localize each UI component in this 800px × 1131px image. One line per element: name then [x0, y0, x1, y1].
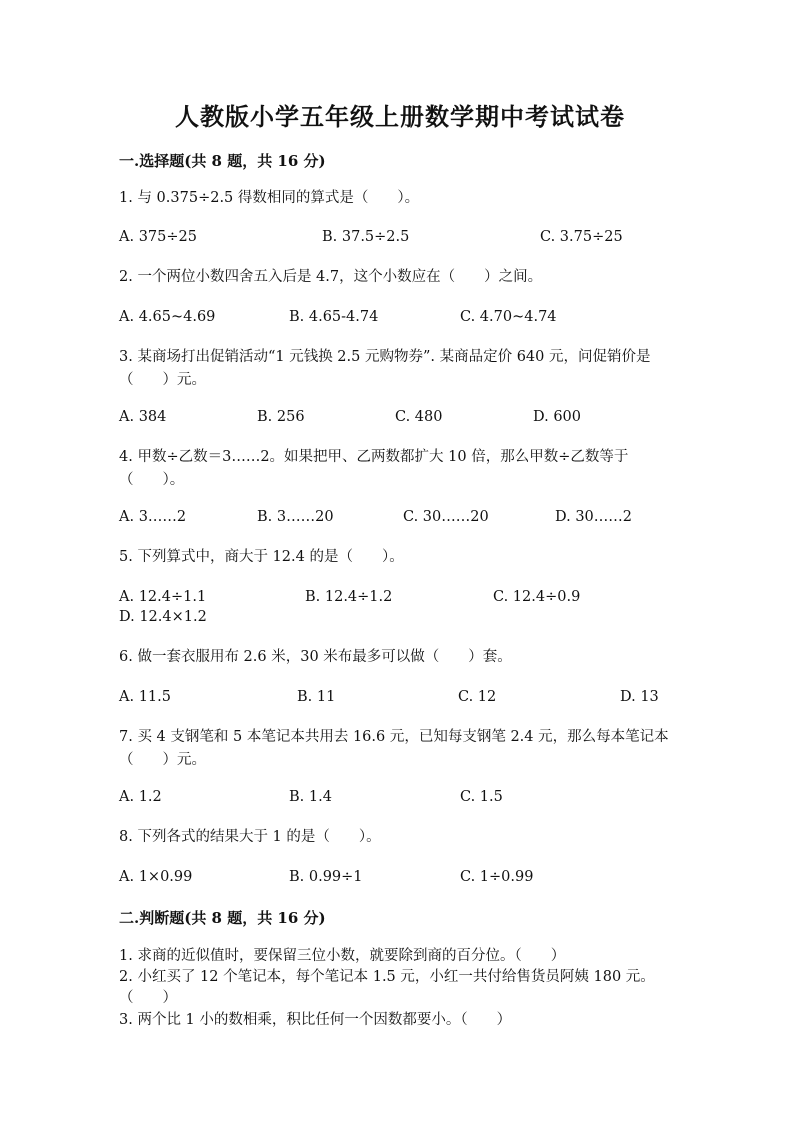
- option-5d: D. 12.4×1.2: [119, 609, 207, 625]
- question-6: 6. 做一套衣服用布 2.6 米，30 米布最多可以做（ ）套。: [119, 649, 512, 665]
- option-3b: B. 256: [257, 409, 305, 425]
- option-5a: A. 12.4÷1.1: [119, 589, 207, 605]
- option-6b: B. 11: [297, 689, 336, 705]
- question-3: 3. 某商场打出促销活动“1 元钱换 2.5 元购物券”. 某商品定价 640 元，问促销价是（ ）元。: [119, 349, 651, 388]
- option-5b: B. 12.4÷1.2: [305, 589, 393, 605]
- option-3c: C. 480: [395, 409, 443, 425]
- option-1a: A. 375÷25: [119, 229, 197, 245]
- option-1c: C. 3.75÷25: [540, 229, 623, 245]
- section-heading-judgement: 二.判断题(共 8 题，共 16 分): [119, 909, 326, 927]
- option-6d: D. 13: [620, 689, 659, 705]
- section-heading-choice: 一.选择题(共 8 题，共 16 分): [119, 152, 326, 170]
- option-7a: A. 1.2: [119, 789, 162, 805]
- option-6c: C. 12: [458, 689, 497, 705]
- question-2: 2. 一个两位小数四舍五入后是 4.7，这个小数应在（ ）之间。: [119, 269, 543, 285]
- option-4c: C. 30……20: [403, 509, 489, 525]
- option-7c: C. 1.5: [460, 789, 503, 805]
- exam-title: 人教版小学五年级上册数学期中考试试卷: [175, 102, 625, 131]
- option-8c: C. 1÷0.99: [460, 869, 534, 885]
- option-2b: B. 4.65-4.74: [289, 309, 379, 325]
- option-2c: C. 4.70~4.74: [460, 309, 557, 325]
- option-4d: D. 30……2: [555, 509, 633, 525]
- option-2a: A. 4.65~4.69: [119, 309, 216, 325]
- option-6a: A. 11.5: [119, 689, 171, 705]
- question-8: 8. 下列各式的结果大于 1 的是（ ）。: [119, 829, 381, 845]
- question-4: 4. 甲数÷乙数＝3……2。如果把甲、乙两数都扩大 10 倍，那么甲数÷乙数等于（ ）。: [119, 449, 629, 488]
- option-8b: B. 0.99÷1: [289, 869, 363, 885]
- question-5: 5. 下列算式中，商大于 12.4 的是（ ）。: [119, 549, 404, 565]
- judgement-3: 3. 两个比 1 小的数相乘，积比任何一个因数都要小。（ ）: [119, 1012, 512, 1028]
- option-4a: A. 3……2: [119, 509, 187, 525]
- option-3a: A. 384: [119, 409, 167, 425]
- option-3d: D. 600: [533, 409, 582, 425]
- judgement-2: 2. 小红买了 12 个笔记本，每个笔记本 1.5 元，小红一共付给售货员阿姨 180 元。（ ）: [119, 969, 655, 1006]
- option-7b: B. 1.4: [289, 789, 332, 805]
- option-4b: B. 3……20: [257, 509, 334, 525]
- question-7: 7. 买 4 支钢笔和 5 本笔记本共用去 16.6 元，已知每支钢笔 2.4 元，那么每本笔记本（ ）元。: [119, 729, 669, 768]
- option-1b: B. 37.5÷2.5: [322, 229, 410, 245]
- question-1: 1. 与 0.375÷2.5 得数相同的算式是（ ）。: [119, 190, 420, 206]
- option-5c: C. 12.4÷0.9: [493, 589, 581, 605]
- judgement-1: 1. 求商的近似值时，要保留三位小数，就要除到商的百分位。（ ）: [119, 948, 566, 964]
- option-8a: A. 1×0.99: [119, 869, 193, 885]
